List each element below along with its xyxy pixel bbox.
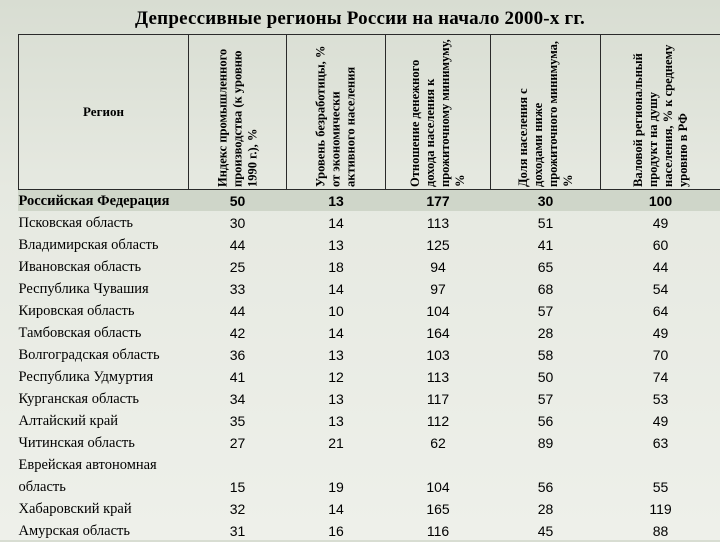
cell-unemployment (287, 454, 386, 476)
cell-industrial-index: 50 (189, 190, 287, 213)
table-row (19, 190, 720, 213)
cell-income-ratio: 112 (386, 410, 491, 432)
cell-grp: 55 (601, 476, 720, 498)
cell-income-ratio: 62 (386, 432, 491, 454)
cell-industrial-index: 25 (189, 256, 287, 278)
cell-region: Псковская область (19, 212, 189, 234)
cell-region: Владимирская область (19, 234, 189, 256)
header-unemployment (287, 35, 386, 190)
cell-industrial-index (189, 454, 287, 476)
cell-grp: 54 (601, 278, 720, 300)
cell-industrial-index: 36 (189, 344, 287, 366)
table-row (19, 498, 720, 520)
regions-table (18, 34, 720, 542)
cell-unemployment: 16 (287, 520, 386, 542)
cell-industrial-index: 41 (189, 366, 287, 388)
cell-income-ratio: 177 (386, 190, 491, 213)
cell-below-minimum: 56 (491, 410, 601, 432)
cell-below-minimum: 58 (491, 344, 601, 366)
cell-unemployment: 10 (287, 300, 386, 322)
cell-grp: 74 (601, 366, 720, 388)
cell-region: Волгоградская область (19, 344, 189, 366)
cell-unemployment: 13 (287, 344, 386, 366)
cell-below-minimum: 28 (491, 498, 601, 520)
cell-region: Еврейская автономная (19, 454, 189, 476)
cell-below-minimum: 65 (491, 256, 601, 278)
cell-income-ratio: 97 (386, 278, 491, 300)
cell-region: Читинская область (19, 432, 189, 454)
header-grp-label: Валовой региональный продукт на душу населения, % к среднему уровню в РФ (631, 37, 691, 187)
cell-grp: 100 (601, 190, 720, 213)
cell-grp: 64 (601, 300, 720, 322)
table-row (19, 278, 720, 300)
cell-grp: 49 (601, 212, 720, 234)
cell-grp: 44 (601, 256, 720, 278)
cell-industrial-index: 44 (189, 300, 287, 322)
cell-industrial-index: 32 (189, 498, 287, 520)
table-row (19, 234, 720, 256)
cell-industrial-index: 27 (189, 432, 287, 454)
cell-below-minimum: 57 (491, 300, 601, 322)
cell-grp: 70 (601, 344, 720, 366)
table-row (19, 344, 720, 366)
cell-below-minimum: 45 (491, 520, 601, 542)
header-unemployment-label: Уровень безработицы, % от экономически активного населения (314, 37, 359, 187)
cell-below-minimum: 51 (491, 212, 601, 234)
cell-income-ratio: 165 (386, 498, 491, 520)
cell-below-minimum: 57 (491, 388, 601, 410)
cell-grp (601, 454, 720, 476)
cell-region: Алтайский край (19, 410, 189, 432)
header-industrial-index-label: Индекс промышленного производства (к уровню 1990 г.), % (215, 37, 260, 187)
table-row (19, 366, 720, 388)
cell-region: Республика Удмуртия (19, 366, 189, 388)
table-row (19, 212, 720, 234)
cell-unemployment: 21 (287, 432, 386, 454)
cell-region: Тамбовская область (19, 322, 189, 344)
cell-region: Кировская область (19, 300, 189, 322)
cell-region: Курганская область (19, 388, 189, 410)
cell-industrial-index: 34 (189, 388, 287, 410)
header-below-minimum-label: Доля населения с доходами ниже прожиточного минимума, % (516, 37, 576, 187)
cell-grp: 63 (601, 432, 720, 454)
cell-unemployment: 14 (287, 212, 386, 234)
cell-industrial-index: 31 (189, 520, 287, 542)
table-row (19, 300, 720, 322)
table-header-row (19, 35, 720, 190)
cell-unemployment: 14 (287, 278, 386, 300)
cell-income-ratio: 104 (386, 476, 491, 498)
cell-region: Ивановская область (19, 256, 189, 278)
page-title: Депрессивные регионы России на начало 2000-х гг. (0, 8, 720, 30)
cell-below-minimum: 41 (491, 234, 601, 256)
cell-unemployment: 13 (287, 190, 386, 213)
cell-below-minimum: 89 (491, 432, 601, 454)
cell-below-minimum: 68 (491, 278, 601, 300)
cell-unemployment: 13 (287, 234, 386, 256)
cell-unemployment: 12 (287, 366, 386, 388)
cell-region: область (19, 476, 189, 498)
cell-income-ratio: 164 (386, 322, 491, 344)
cell-industrial-index: 15 (189, 476, 287, 498)
cell-income-ratio: 125 (386, 234, 491, 256)
cell-region: Амурская область (19, 520, 189, 542)
cell-income-ratio: 116 (386, 520, 491, 542)
table-row (19, 454, 720, 476)
cell-industrial-index: 35 (189, 410, 287, 432)
cell-grp: 49 (601, 322, 720, 344)
table-row (19, 410, 720, 432)
cell-income-ratio: 117 (386, 388, 491, 410)
cell-unemployment: 14 (287, 322, 386, 344)
cell-unemployment: 14 (287, 498, 386, 520)
cell-income-ratio: 94 (386, 256, 491, 278)
table-row (19, 256, 720, 278)
cell-grp: 88 (601, 520, 720, 542)
cell-below-minimum: 28 (491, 322, 601, 344)
cell-income-ratio: 104 (386, 300, 491, 322)
header-region: Регион (19, 35, 189, 190)
table-row (19, 388, 720, 410)
cell-income-ratio: 113 (386, 212, 491, 234)
table-row (19, 322, 720, 344)
cell-industrial-index: 42 (189, 322, 287, 344)
cell-region: Республика Чувашия (19, 278, 189, 300)
cell-unemployment: 13 (287, 388, 386, 410)
cell-grp: 53 (601, 388, 720, 410)
cell-grp: 119 (601, 498, 720, 520)
cell-below-minimum (491, 454, 601, 476)
cell-income-ratio: 113 (386, 366, 491, 388)
header-below-minimum (491, 35, 601, 190)
cell-income-ratio (386, 454, 491, 476)
cell-region: Хабаровский край (19, 498, 189, 520)
table-row (19, 476, 720, 498)
cell-grp: 60 (601, 234, 720, 256)
cell-income-ratio: 103 (386, 344, 491, 366)
header-industrial-index (189, 35, 287, 190)
cell-unemployment: 18 (287, 256, 386, 278)
cell-grp: 49 (601, 410, 720, 432)
cell-industrial-index: 33 (189, 278, 287, 300)
cell-unemployment: 13 (287, 410, 386, 432)
cell-region: Российская Федерация (19, 190, 189, 213)
cell-industrial-index: 30 (189, 212, 287, 234)
cell-below-minimum: 30 (491, 190, 601, 213)
header-grp (601, 35, 720, 190)
header-income-ratio (386, 35, 491, 190)
cell-below-minimum: 50 (491, 366, 601, 388)
table-row (19, 520, 720, 542)
table-row (19, 432, 720, 454)
cell-unemployment: 19 (287, 476, 386, 498)
header-income-ratio-label: Отношение денежного дохода населения к прожиточному минимуму, % (408, 37, 468, 187)
cell-industrial-index: 44 (189, 234, 287, 256)
cell-below-minimum: 56 (491, 476, 601, 498)
